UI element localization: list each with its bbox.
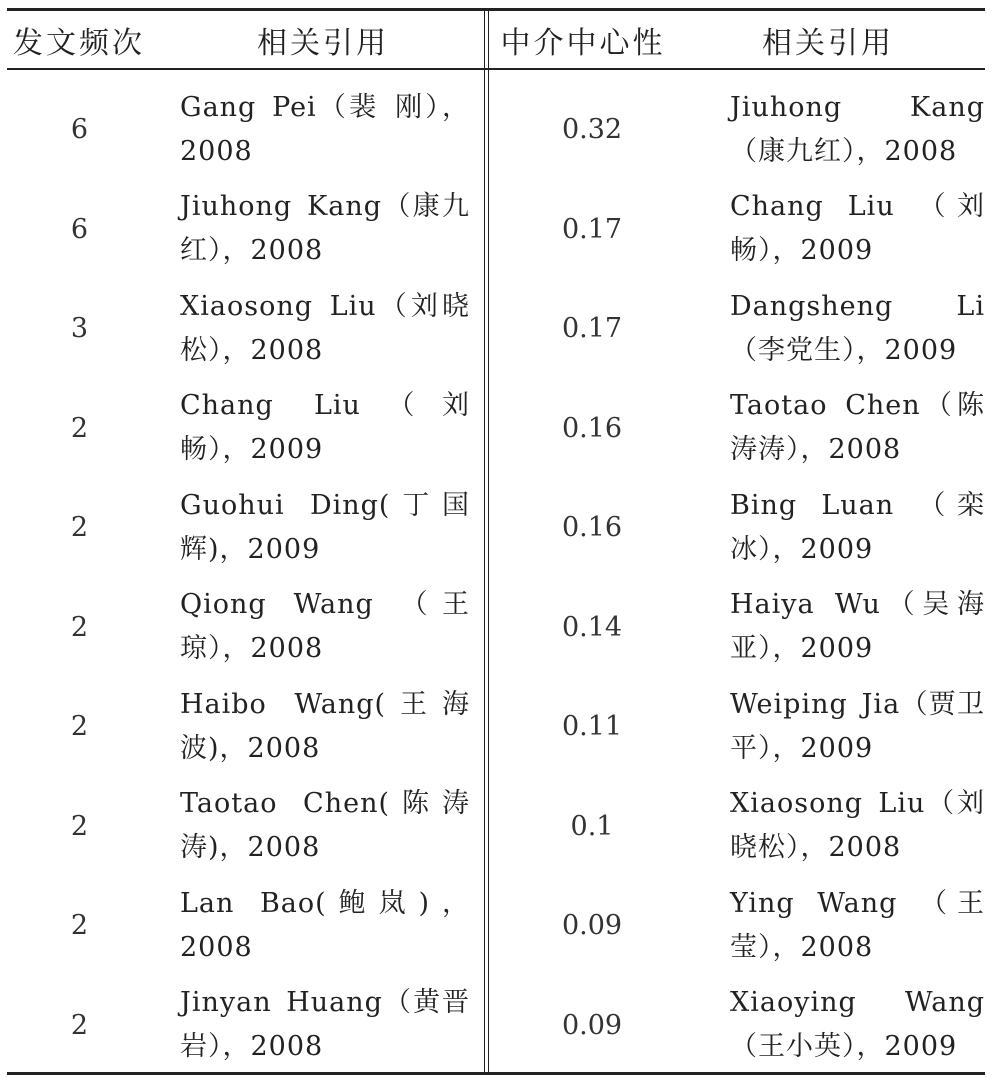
betweenness-centrality-cell: 0.17 bbox=[561, 313, 623, 345]
related-citation-right-cell: Weiping Jia（贾卫平），2009 bbox=[730, 688, 985, 764]
betweenness-centrality-cell: 0.32 bbox=[561, 114, 623, 146]
related-citation-left-cell: Lan Bao(鲍岚)，2008 bbox=[180, 887, 470, 963]
related-citation-left-cell: Guohui Ding(丁国辉)，2009 bbox=[180, 489, 470, 565]
related-citation-left-cell: Gang Pei（裴 刚），2008 bbox=[180, 91, 470, 167]
related-citation-right-cell: Xiaoying Wang（王小英），2009 bbox=[730, 987, 985, 1063]
publication-frequency-cell: 2 bbox=[70, 711, 89, 743]
related-citation-left-cell: Jinyan Huang（黄晋岩），2008 bbox=[180, 987, 470, 1063]
betweenness-centrality-cell: 0.17 bbox=[561, 213, 623, 245]
publication-frequency-cell: 6 bbox=[70, 213, 89, 245]
table-row bbox=[7, 777, 985, 877]
publication-frequency-cell: 2 bbox=[70, 1009, 89, 1041]
table-bottom-rule bbox=[7, 1072, 985, 1075]
header-betweenness-centrality: 中介中心性 bbox=[500, 25, 666, 61]
related-citation-right-cell: Ying Wang （王莹），2008 bbox=[730, 887, 985, 963]
table-double-divider bbox=[484, 8, 489, 1075]
betweenness-centrality-cell: 0.16 bbox=[561, 412, 623, 444]
betweenness-centrality-cell: 0.14 bbox=[561, 611, 623, 643]
related-citation-right-cell: Xiaosong Liu（刘晓松），2008 bbox=[730, 788, 985, 864]
related-citation-left-cell: Haibo Wang(王海波)，2008 bbox=[180, 688, 470, 764]
table-row bbox=[7, 478, 985, 578]
table-header-rule bbox=[7, 68, 985, 70]
publication-frequency-cell: 3 bbox=[70, 313, 89, 345]
related-citation-right-cell: Bing Luan （栾冰），2009 bbox=[730, 489, 985, 565]
betweenness-centrality-cell: 0.1 bbox=[570, 810, 614, 842]
table-row bbox=[7, 876, 985, 976]
table-row bbox=[7, 976, 985, 1076]
table-row bbox=[7, 677, 985, 777]
related-citation-left-cell: Xiaosong Liu（刘晓松），2008 bbox=[180, 290, 470, 366]
publication-frequency-cell: 2 bbox=[70, 611, 89, 643]
betweenness-centrality-cell: 0.09 bbox=[561, 1009, 623, 1041]
publication-frequency-cell: 2 bbox=[70, 512, 89, 544]
publication-frequency-cell: 2 bbox=[70, 910, 89, 942]
table-row bbox=[7, 578, 985, 678]
header-related-citation-right: 相关引用 bbox=[762, 25, 894, 61]
publication-frequency-cell: 2 bbox=[70, 810, 89, 842]
table-row bbox=[7, 80, 985, 180]
header-publication-frequency: 发文频次 bbox=[13, 25, 145, 61]
related-citation-right-cell: Haiya Wu（吴海亚），2009 bbox=[730, 589, 985, 665]
table-body bbox=[7, 80, 985, 1075]
table-header bbox=[7, 11, 985, 68]
related-citation-left-cell: Taotao Chen(陈涛涛)，2008 bbox=[180, 788, 470, 864]
related-citation-right-cell: Dangsheng Li（李党生），2009 bbox=[730, 290, 985, 366]
publication-frequency-cell: 2 bbox=[70, 412, 89, 444]
related-citation-right-cell: Taotao Chen（陈涛涛），2008 bbox=[730, 390, 985, 466]
related-citation-left-cell: Jiuhong Kang（康九红），2008 bbox=[180, 191, 470, 267]
table-row bbox=[7, 180, 985, 280]
related-citation-left-cell: Qiong Wang （王琼），2008 bbox=[180, 589, 470, 665]
table-row bbox=[7, 279, 985, 379]
related-citation-left-cell: Chang Liu（刘 畅），2009 bbox=[180, 390, 470, 466]
table-row bbox=[7, 379, 985, 479]
publication-frequency-cell: 6 bbox=[70, 114, 89, 146]
betweenness-centrality-cell: 0.11 bbox=[561, 711, 623, 743]
betweenness-centrality-cell: 0.16 bbox=[561, 512, 623, 544]
header-related-citation-left: 相关引用 bbox=[257, 25, 389, 61]
related-citation-right-cell: Jiuhong Kang（康九红），2008 bbox=[730, 91, 985, 167]
related-citation-right-cell: Chang Liu （刘畅），2009 bbox=[730, 191, 985, 267]
citation-table bbox=[7, 8, 985, 1075]
betweenness-centrality-cell: 0.09 bbox=[561, 910, 623, 942]
